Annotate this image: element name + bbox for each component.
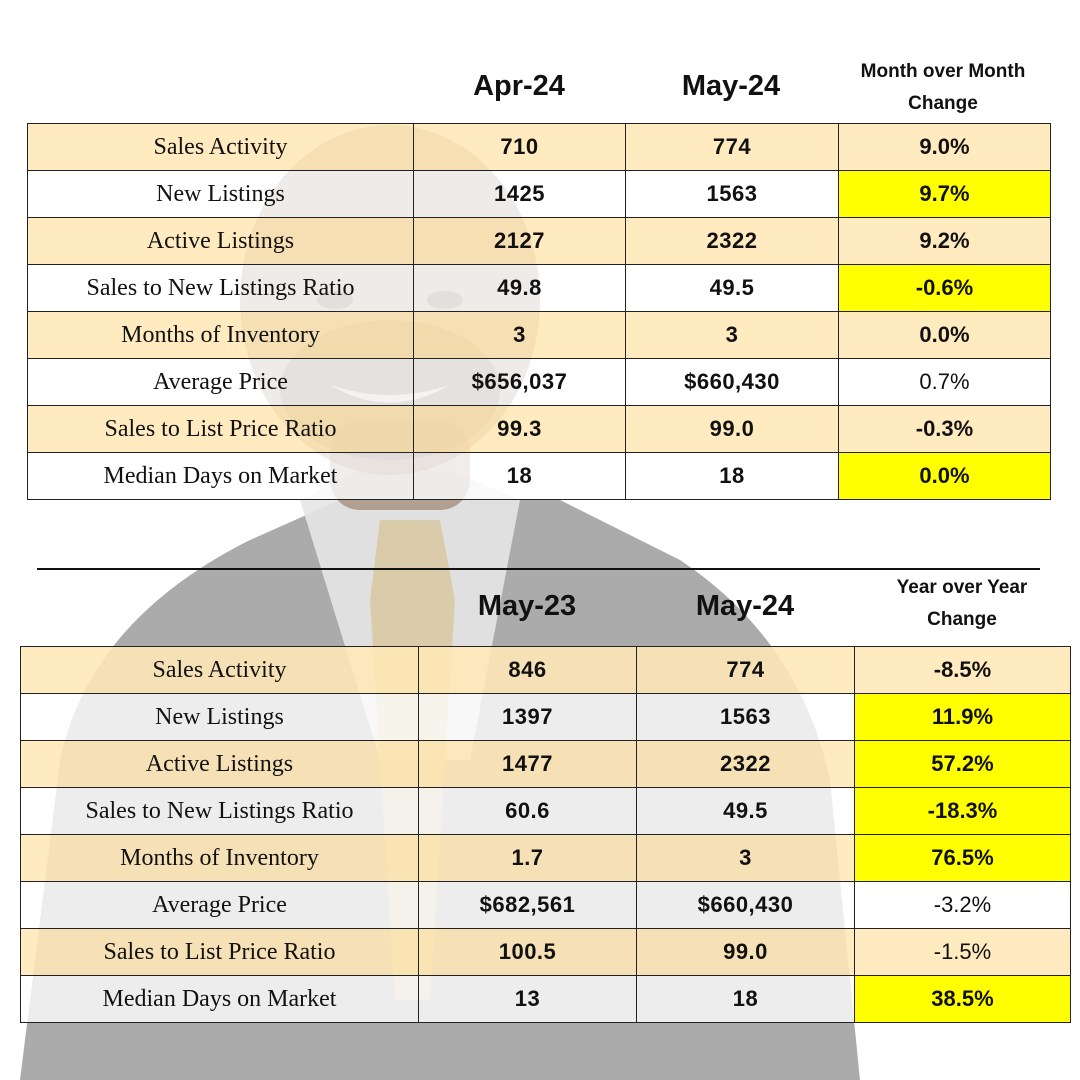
col-header-apr-24: Apr-24	[473, 70, 565, 102]
col-header-line2: Change	[908, 93, 978, 114]
table-row	[28, 359, 1051, 406]
value-may-24: 2322	[626, 218, 839, 265]
value-change-highlighted: 38.5%	[855, 976, 1071, 1023]
value-may-24: 99.0	[626, 406, 839, 453]
value-may-24: 18	[637, 976, 855, 1023]
row-label: Median Days on Market	[28, 453, 414, 500]
value-change-highlighted: 76.5%	[855, 835, 1071, 882]
value-apr-24: 3	[414, 312, 626, 359]
value-change: -3.2%	[855, 882, 1071, 929]
value-may-24: 1563	[626, 171, 839, 218]
value-may-24: 2322	[637, 741, 855, 788]
table-row	[28, 312, 1051, 359]
value-change: 0.7%	[839, 359, 1051, 406]
row-label: Sales to New Listings Ratio	[21, 788, 419, 835]
row-label: Sales Activity	[21, 647, 419, 694]
value-may-24: $660,430	[626, 359, 839, 406]
value-change-highlighted: 0.0%	[839, 453, 1051, 500]
value-change-highlighted: 9.7%	[839, 171, 1051, 218]
value-may-23: 13	[419, 976, 637, 1023]
value-change: -0.3%	[839, 406, 1051, 453]
value-may-24: 774	[637, 647, 855, 694]
row-label: Median Days on Market	[21, 976, 419, 1023]
row-label: Average Price	[21, 882, 419, 929]
mom-table	[27, 123, 1051, 500]
value-may-23: $682,561	[419, 882, 637, 929]
value-change-highlighted: -18.3%	[855, 788, 1071, 835]
row-label: New Listings	[21, 694, 419, 741]
value-may-23: 1.7	[419, 835, 637, 882]
value-change: 0.0%	[839, 312, 1051, 359]
table-row	[28, 406, 1051, 453]
value-change-highlighted: 57.2%	[855, 741, 1071, 788]
value-change: 9.2%	[839, 218, 1051, 265]
table-row	[21, 882, 1071, 929]
value-may-23: 60.6	[419, 788, 637, 835]
table-row	[28, 265, 1051, 312]
value-may-24: 3	[626, 312, 839, 359]
table-row	[28, 218, 1051, 265]
table-row	[21, 835, 1071, 882]
row-label: Average Price	[28, 359, 414, 406]
value-may-24: 3	[637, 835, 855, 882]
value-may-23: 1397	[419, 694, 637, 741]
row-label: Sales to List Price Ratio	[21, 929, 419, 976]
table-row	[21, 647, 1071, 694]
year-over-year-section	[0, 560, 1080, 1060]
col-header-line1: Year over Year	[896, 577, 1028, 598]
value-may-23: 100.5	[419, 929, 637, 976]
col-header-may-24: May-24	[681, 70, 781, 102]
value-apr-24: 2127	[414, 218, 626, 265]
value-may-23: 1477	[419, 741, 637, 788]
value-apr-24: $656,037	[414, 359, 626, 406]
value-apr-24: 49.8	[414, 265, 626, 312]
row-label: Active Listings	[28, 218, 414, 265]
value-apr-24: 18	[414, 453, 626, 500]
value-change-highlighted: 11.9%	[855, 694, 1071, 741]
row-label: Active Listings	[21, 741, 419, 788]
value-apr-24: 710	[414, 124, 626, 171]
value-may-24: 49.5	[637, 788, 855, 835]
table-row	[21, 694, 1071, 741]
row-label: New Listings	[28, 171, 414, 218]
table-row	[21, 741, 1071, 788]
row-label: Sales to New Listings Ratio	[28, 265, 414, 312]
value-change: -1.5%	[855, 929, 1071, 976]
yoy-table	[20, 646, 1071, 1023]
table-row	[28, 453, 1051, 500]
value-may-24: $660,430	[637, 882, 855, 929]
col-header-line1: Month over Month	[860, 61, 1026, 82]
value-may-24: 18	[626, 453, 839, 500]
value-change-highlighted: -0.6%	[839, 265, 1051, 312]
table-row	[21, 788, 1071, 835]
value-apr-24: 1425	[414, 171, 626, 218]
table-row	[21, 976, 1071, 1023]
col-header-mom-change	[837, 56, 1049, 120]
row-label: Months of Inventory	[28, 312, 414, 359]
value-may-24: 774	[626, 124, 839, 171]
table-row	[28, 171, 1051, 218]
col-header-may-24: May-24	[695, 590, 795, 622]
value-may-24: 1563	[637, 694, 855, 741]
table-row	[28, 124, 1051, 171]
value-apr-24: 99.3	[414, 406, 626, 453]
table-row	[21, 929, 1071, 976]
col-header-line2: Change	[927, 609, 997, 630]
col-header-may-23: May-23	[477, 590, 577, 622]
value-change: -8.5%	[855, 647, 1071, 694]
row-label: Sales Activity	[28, 124, 414, 171]
value-may-24: 49.5	[626, 265, 839, 312]
value-may-23: 846	[419, 647, 637, 694]
value-may-24: 99.0	[637, 929, 855, 976]
row-label: Months of Inventory	[21, 835, 419, 882]
col-header-yoy-change	[854, 572, 1070, 636]
row-label: Sales to List Price Ratio	[28, 406, 414, 453]
value-change: 9.0%	[839, 124, 1051, 171]
